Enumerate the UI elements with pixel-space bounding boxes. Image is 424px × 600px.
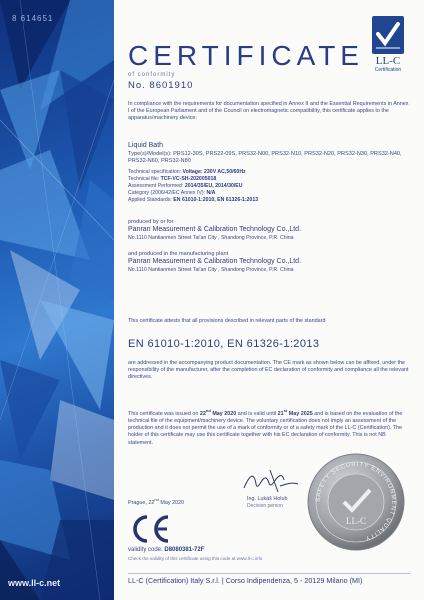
validity-code: validity code: D8080381-72F (128, 547, 205, 553)
spec-row: Category (2006/42/EC Annex IV): N/A (128, 190, 216, 196)
logo-name: LL-C (375, 55, 401, 67)
signature-image (240, 466, 300, 496)
certificate-number: No. 8601910 (128, 80, 194, 91)
issue-paragraph: This certificate was issued on 22nd May 2020 and is valid until 21st May 2025 and is based on the evaluation of the technical file of the equipment/machinery device. The voluntary certification does not imply an assessment of the production and it does not permit the use of a mark of conformity or of a safety mark of the LL-C (Certification). The holder of this certificate may use this certificate together with his EC declaration of conformity. This is not NB statement. (128, 408, 403, 446)
spec-row: Technical specification: Voltage: 230V AC,50/60Hz (128, 169, 246, 175)
certificate-title: CERTIFICATE (128, 40, 364, 71)
plant-address: No.1110 Nantianmen Street Tai'an City , Shandong Province, P.R. China (128, 267, 294, 273)
website-url: www.ll-c.net (8, 578, 61, 588)
seal-center-text: LL-C (346, 516, 366, 526)
issue-place-date: Prague, 22nd May 2020 (128, 497, 185, 506)
footer-address: LL-C (Certification) Italy S.r.l. | Corso Indipendenza, 5 - 20129 Milano (MI) (128, 576, 363, 585)
plant-company: Panran Measurement & Calibration Technology Co.,Ltd. (128, 258, 302, 265)
plant-label: and produced in the manufacturing plant (128, 251, 229, 257)
crystal-pattern (0, 0, 114, 600)
decorative-side-band (0, 0, 114, 600)
spec-row: Applied Standards: EN 61010-1:2010, EN 61326-1:2013 (128, 197, 259, 203)
intro-paragraph: In compliance with the requirements for documentation specified in Annex II and the Essential Requirements in Annex I of the European Parliament and of the Council on electromagnetic compatibility, this certificate applies to the apparatus/machinery device: (128, 101, 409, 122)
spec-row: Assessment Performed: 2014/35/EU, 2014/30/EU (128, 183, 243, 189)
llc-logo (372, 16, 404, 73)
applied-standards: EN 61010-1:2010, EN 61326-1:2013 (128, 338, 320, 350)
serial-number: 8 614651 (12, 14, 54, 23)
spec-row: Technical file: TCF-VC-SH-202005018 (128, 176, 217, 182)
produced-by-label: produced by or for (128, 219, 174, 225)
signer-name: Ing. Lukáš Holub (247, 496, 288, 502)
certification-seal (306, 452, 406, 552)
producer-address: No.1110 Nantianmen Street Tai'an City , Shandong Province, P.R. China (128, 235, 294, 241)
attest-paragraph: This certificate attests that all provisions described in relevant parts of the standard (128, 318, 326, 324)
footer-divider (128, 573, 410, 574)
product-types: Type(s)/Model(s): PRS12-30S, PRS22-09S, PRS32-N00, PRS32-N10, PRS32-N20, PRS32-N30, PRS32-N40, PRS32-N60, PRS32-N80 (128, 151, 402, 165)
seal-ring-text: SAFETY SECURITY ENVIRONMENT QUALITY (314, 460, 398, 542)
certificate-subtitle: of conformity (128, 72, 176, 78)
logo-subtitle: Certification (374, 67, 402, 73)
product-name: Liquid Bath (128, 142, 164, 149)
checkmark-icon (372, 16, 404, 54)
validity-note: Check the validity of this certificate using this code at www.ll-c.info (128, 556, 263, 561)
ce-mark-paragraph: are addressed in the accompanying product documentation. The CE mark as shown below can be affixed, under the responsibility of the manufacturer, after the completion of EC declaration of conformity and compliance all the relevant directives. (128, 360, 409, 381)
producer-company: Panran Measurement & Calibration Technology Co.,Ltd. (128, 226, 302, 233)
signer-role: Decision person (247, 503, 283, 509)
ce-mark-icon (128, 514, 172, 544)
